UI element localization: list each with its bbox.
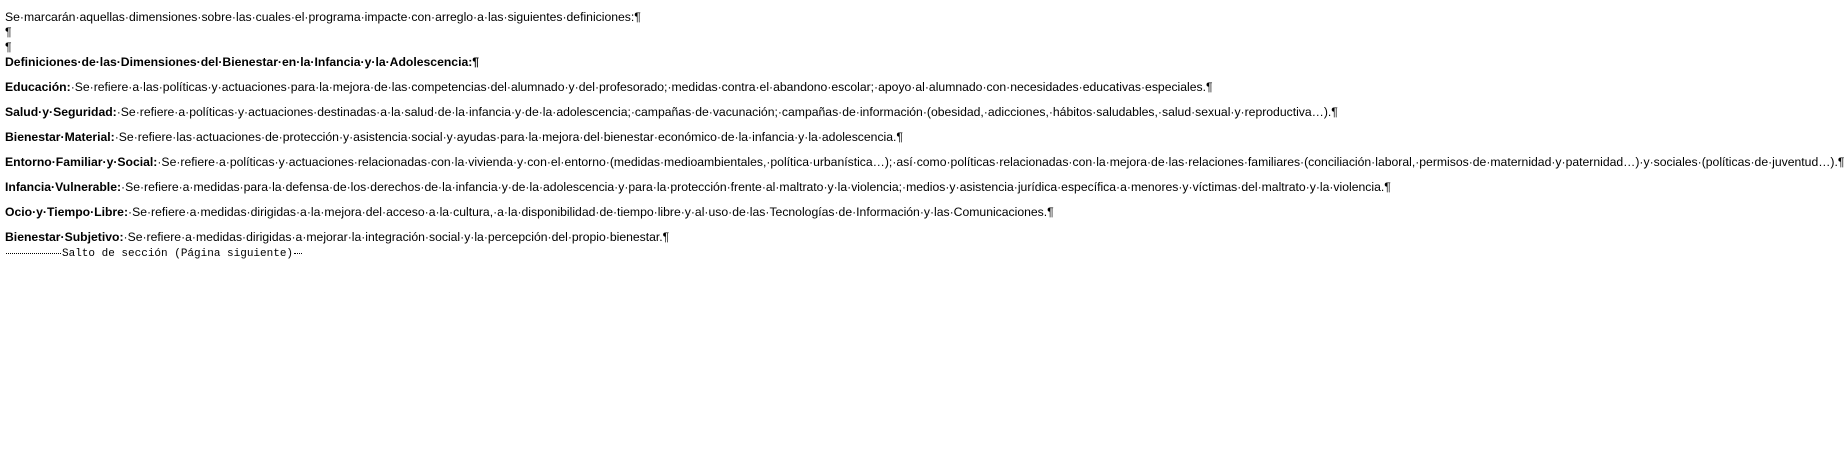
definition-subjective-wellbeing [5, 230, 670, 262]
definition-text: ·Se·refiere·a·medidas·dirigidas·a·mejorar·la·integración·social·y·la·percepción·del·propio·bienestar.¶ [123, 230, 670, 244]
empty-paragraph-mark: ¶ [5, 40, 12, 54]
definition-term: Infancia·Vulnerable: [5, 180, 122, 194]
definition-text: ·Se·refiere·a·políticas·y·actuaciones·relacionadas·con·la·vivienda·y·con·el·entorno·(medidas·medioambientales,·política·urbanística…);·así·como·políticas·relacionadas·con·la·mejora·de·las·relaciones·familiares·(conciliación·laboral,·permisos·de·maternidad·y·paternidad…)·y·sociales·(políticas·de·juventud…).¶ [157, 155, 1844, 169]
definition-material-wellbeing [5, 130, 903, 145]
definition-term: Educación: [5, 80, 71, 94]
definition-health-safety [5, 105, 1338, 120]
definition-text: ·Se·refiere·a·políticas·y·actuaciones·destinadas·a·la·salud·de·la·infancia·y·de·la·adolescencia;·campañas·de·vacunación;·campañas·de·información·(obesidad,·adicciones,·hábitos·saludables,·salud·sexual·y·reproductiva…).¶ [116, 105, 1338, 119]
definition-education [5, 80, 1213, 95]
section-heading: Definiciones·de·las·Dimensiones·del·Bienestar·en·la·Infancia·y·la·Adolescencia:¶ [5, 55, 480, 69]
definition-family-social [5, 155, 1844, 170]
definition-term: Bienestar·Material: [5, 130, 115, 144]
intro-paragraph: Se·marcarán·aquellas·dimensiones·sobre·las·cuales·el·programa·impacte·con·arreglo·a·las·siguientes·definiciones:¶ [5, 10, 641, 24]
definition-text: ·Se·refiere·a·medidas·para·la·defensa·de·los·derechos·de·la·infancia·y·de·la·adolescencia·y·para·la·protección·frente·al·maltrato·y·la·violencia;·medios·y·asistencia·jurídica·específica·a·menores·y·víctimas·del·maltrato·y·la·violencia.¶ [121, 180, 1391, 194]
definition-vulnerable-children [5, 180, 1391, 195]
definition-term: Entorno·Familiar·y·Social: [5, 155, 158, 169]
definition-text: ·Se·refiere·a·medidas·dirigidas·a·la·mejora·del·acceso·a·la·cultura,·a·la·disponibilidad·de·tiempo·libre·y·al·uso·de·las·Tecnologías·de·Información·y·las·Comunicaciones.¶ [128, 205, 1054, 219]
section-break-label: Salto de sección (Página siguiente) [62, 248, 294, 260]
definition-term: Salud·y·Seguridad: [5, 105, 117, 119]
section-break-dots [6, 253, 61, 254]
section-break-dots [294, 253, 302, 254]
document-page [5, 10, 1844, 262]
definition-term: Ocio·y·Tiempo·Libre: [5, 205, 129, 219]
definition-text: ·Se·refiere·las·actuaciones·de·protección·y·asistencia·social·y·ayudas·para·la·mejora·del·bienestar·económico·de·la·infancia·y·la·adolescencia.¶ [114, 130, 903, 144]
definition-term: Bienestar·Subjetivo: [5, 230, 124, 244]
empty-paragraph-mark: ¶ [5, 25, 12, 39]
section-break-marker [5, 247, 303, 262]
definition-text: ·Se·refiere·a·las·políticas·y·actuaciones·para·la·mejora·de·las·competencias·del·alumnado·y·del·profesorado;·medidas·contra·el·abandono·escolar;·apoyo·al·alumnado·con·necesidades·educativas·especiales.¶ [70, 80, 1213, 94]
definition-leisure [5, 205, 1054, 220]
